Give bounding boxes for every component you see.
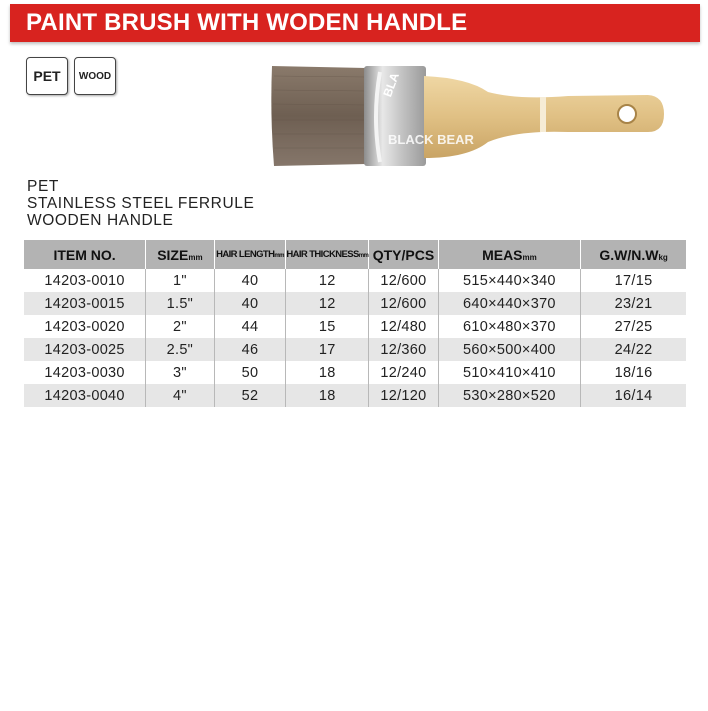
cell-weight: 27/25 (581, 315, 686, 338)
cell-item: 14203-0030 (24, 361, 146, 384)
cell-meas: 640×440×370 (438, 292, 580, 315)
cell-hair-length: 52 (214, 384, 286, 407)
cell-hair-length: 50 (214, 361, 286, 384)
spec-bristle: PET (27, 178, 59, 195)
cell-hair-length: 40 (214, 269, 286, 292)
cell-hair-thickness: 15 (286, 315, 369, 338)
brand-logo: BLACK BEAR (388, 132, 474, 147)
cell-weight: 23/21 (581, 292, 686, 315)
cell-qty: 12/600 (369, 269, 438, 292)
cell-hair-thickness: 18 (286, 361, 369, 384)
cell-size: 3" (146, 361, 214, 384)
col-header-hair-length: HAIR LENGTHmm (214, 240, 286, 269)
cell-item: 14203-0015 (24, 292, 146, 315)
cell-qty: 12/600 (369, 292, 438, 315)
cell-weight: 18/16 (581, 361, 686, 384)
cell-item: 14203-0020 (24, 315, 146, 338)
spec-list (27, 178, 254, 229)
cell-hair-thickness: 18 (286, 384, 369, 407)
col-header-qty: QTY/PCS (369, 240, 438, 269)
cell-meas: 510×410×410 (438, 361, 580, 384)
cell-weight: 17/15 (581, 269, 686, 292)
table-header-row (24, 240, 686, 269)
cell-meas: 530×280×520 (438, 384, 580, 407)
table-row (24, 269, 686, 292)
col-header-meas: MEASmm (438, 240, 580, 269)
cell-hair-length: 40 (214, 292, 286, 315)
cell-hair-length: 44 (214, 315, 286, 338)
cell-meas: 515×440×340 (438, 269, 580, 292)
table-row (24, 315, 686, 338)
table-row (24, 338, 686, 361)
cell-qty: 12/480 (369, 315, 438, 338)
paint-brush-image (268, 62, 668, 172)
col-header-size: SIZEmm (146, 240, 214, 269)
page-title: PAINT BRUSH WITH WODEN HANDLE (26, 9, 468, 36)
spec-handle: WOODEN HANDLE (27, 212, 174, 229)
cell-hair-length: 46 (214, 338, 286, 361)
spec-table (24, 240, 686, 407)
cell-size: 2" (146, 315, 214, 338)
cell-weight: 24/22 (581, 338, 686, 361)
cell-size: 4" (146, 384, 214, 407)
col-header-weight: G.W/N.Wkg (581, 240, 686, 269)
cell-weight: 16/14 (581, 384, 686, 407)
col-header-item: ITEM NO. (24, 240, 146, 269)
hang-hole (618, 105, 636, 123)
table-row (24, 384, 686, 407)
material-badge: PET (26, 57, 68, 95)
cell-hair-thickness: 17 (286, 338, 369, 361)
cell-qty: 12/240 (369, 361, 438, 384)
title-banner (10, 4, 700, 42)
cell-item: 14203-0010 (24, 269, 146, 292)
cell-size: 2.5" (146, 338, 214, 361)
cell-hair-thickness: 12 (286, 292, 369, 315)
table-row (24, 361, 686, 384)
table-row (24, 292, 686, 315)
spec-ferrule: STAINLESS STEEL FERRULE (27, 195, 255, 212)
col-header-hair-thickness: HAIR THICKNESSmm (286, 240, 369, 269)
handle-badge: WOOD (74, 57, 116, 95)
cell-item: 14203-0040 (24, 384, 146, 407)
cell-item: 14203-0025 (24, 338, 146, 361)
bristles (271, 66, 366, 166)
brand-logo-vertical: BLA (380, 70, 402, 99)
cell-meas: 610×480×370 (438, 315, 580, 338)
cell-qty: 12/120 (369, 384, 438, 407)
cell-size: 1" (146, 269, 214, 292)
cell-size: 1.5" (146, 292, 214, 315)
cell-meas: 560×500×400 (438, 338, 580, 361)
cell-hair-thickness: 12 (286, 269, 369, 292)
handle-ring (540, 97, 546, 132)
cell-qty: 12/360 (369, 338, 438, 361)
